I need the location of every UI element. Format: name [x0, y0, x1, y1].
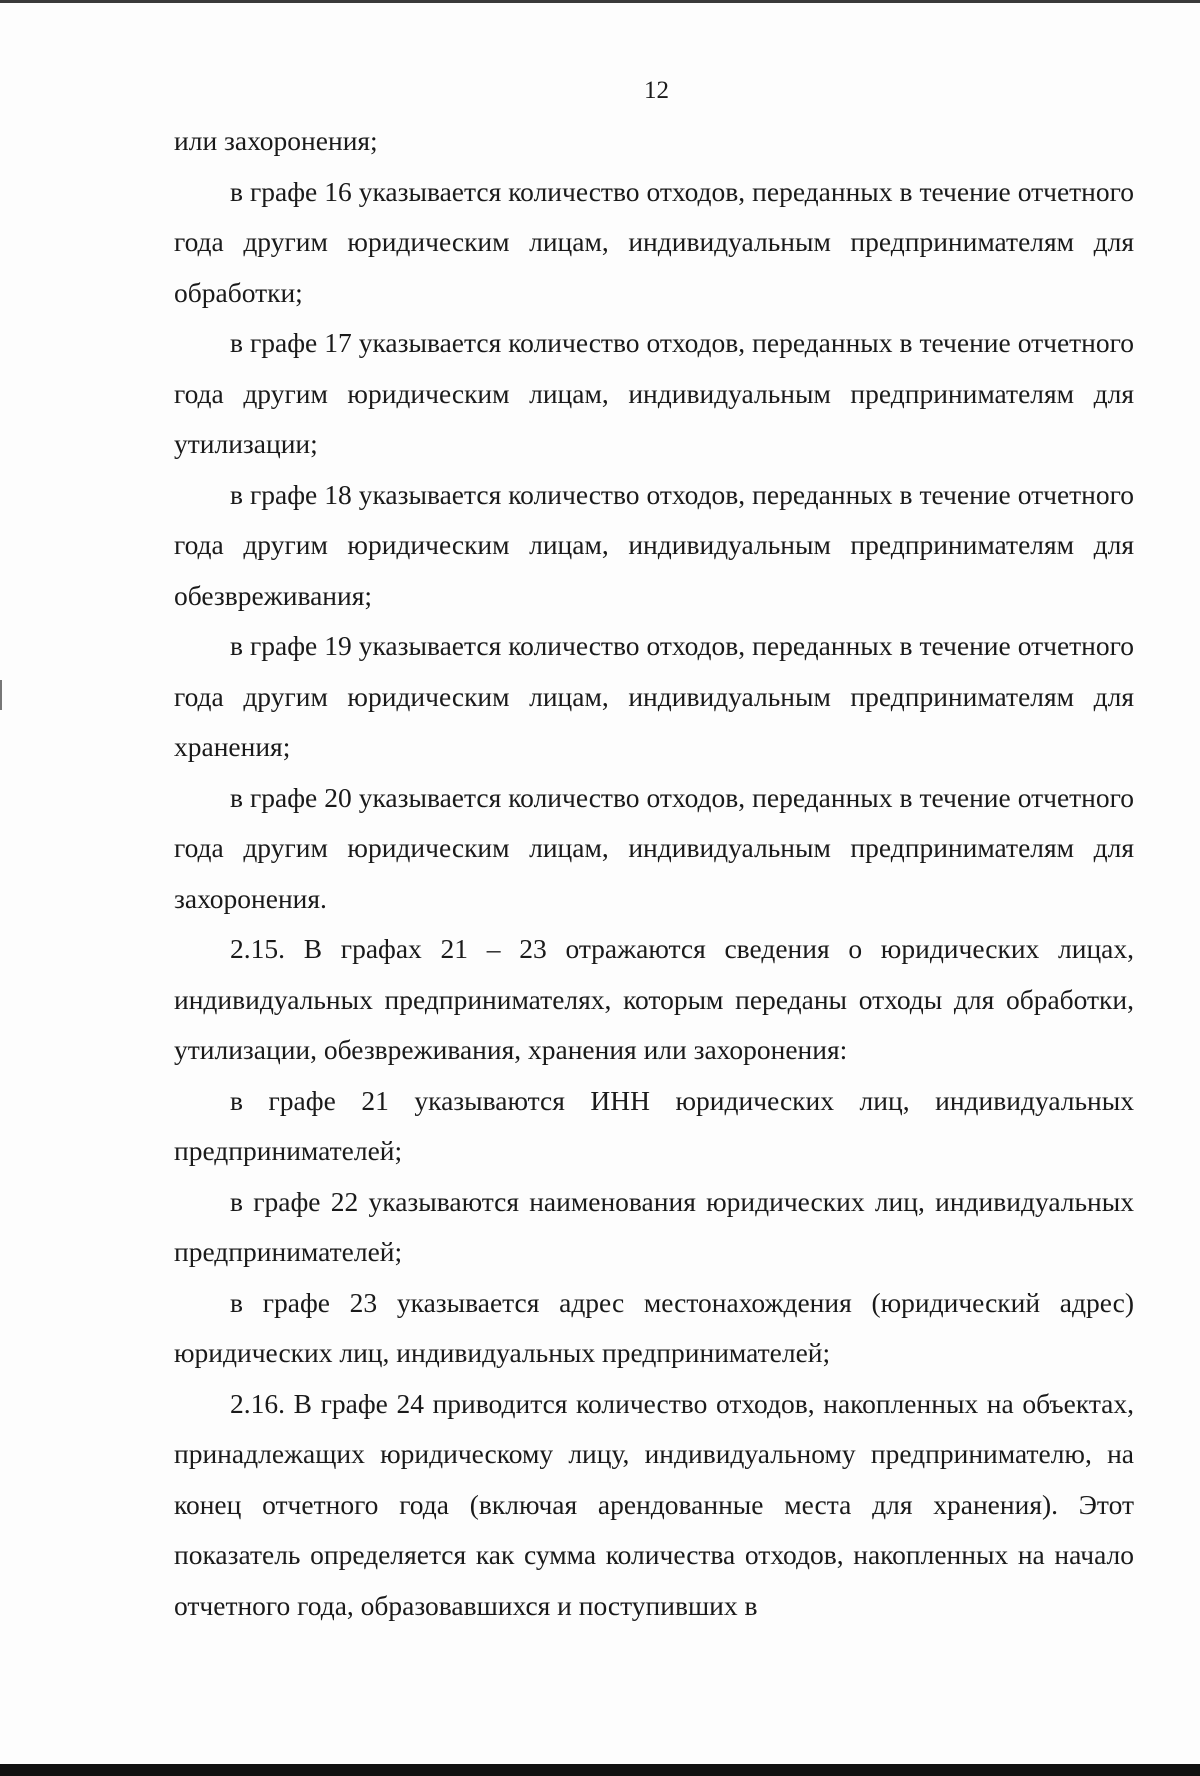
- paragraph-column-22: в графе 22 указываются наименования юридических лиц, индивидуальных предпринимателей;: [174, 1185, 1134, 1267]
- paragraph-column-17: в графе 17 указывается количество отходов, переданных в течение отчетного года другим юридическим лицам, индивидуальным предпринимателям для утилизации;: [174, 327, 1134, 459]
- scan-bottom-edge: [0, 1764, 1200, 1776]
- paragraph-section-2-15: 2.15. В графах 21 – 23 отражаются сведения о юридических лицах, индивидуальных предпринимателях, которым переданы отходы для обработки, утилизации, обезвреживания, хранения или захоронения:: [174, 933, 1134, 1065]
- paragraph-continuation: или захоронения;: [174, 125, 378, 156]
- paragraph-column-16: в графе 16 указывается количество отходов, переданных в течение отчетного года другим юридическим лицам, индивидуальным предпринимателям для обработки;: [174, 175, 1134, 308]
- paragraph-section-2-16: 2.16. В графе 24 приводится количество отходов, накопленных на объектах, принадлежащих юридическому лицу, индивидуальному предпринимателю, на конец отчетного года (включая арендованные места для хранения). Этот показатель определяется как сумма количества отходов, накопленных на начало отчетного года, образовавшихся и поступивших в: [174, 1387, 1134, 1621]
- scan-margin-mark: [0, 680, 2, 710]
- paragraph-column-18: в графе 18 указывается количество отходов, переданных в течение отчетного года другим юридическим лицам, индивидуальным предпринимателям для обезвреживания;: [174, 478, 1134, 611]
- page-number: 12: [644, 77, 669, 104]
- document-body: [174, 116, 1134, 1631]
- paragraph-column-21: в графе 21 указываются ИНН юридических лиц, индивидуальных предпринимателей;: [174, 1084, 1134, 1166]
- paragraph-column-23: в графе 23 указывается адрес местонахождения (юридический адрес) юридических лиц, индивидуальных предпринимателей;: [174, 1286, 1134, 1368]
- paragraph-column-20: в графе 20 указывается количество отходов, переданных в течение отчетного года другим юридическим лицам, индивидуальным предпринимателям для захоронения.: [174, 781, 1134, 914]
- scan-top-edge: [0, 0, 1200, 3]
- paragraph-column-19: в графе 19 указывается количество отходов, переданных в течение отчетного года другим юридическим лицам, индивидуальным предпринимателям для хранения;: [174, 630, 1134, 762]
